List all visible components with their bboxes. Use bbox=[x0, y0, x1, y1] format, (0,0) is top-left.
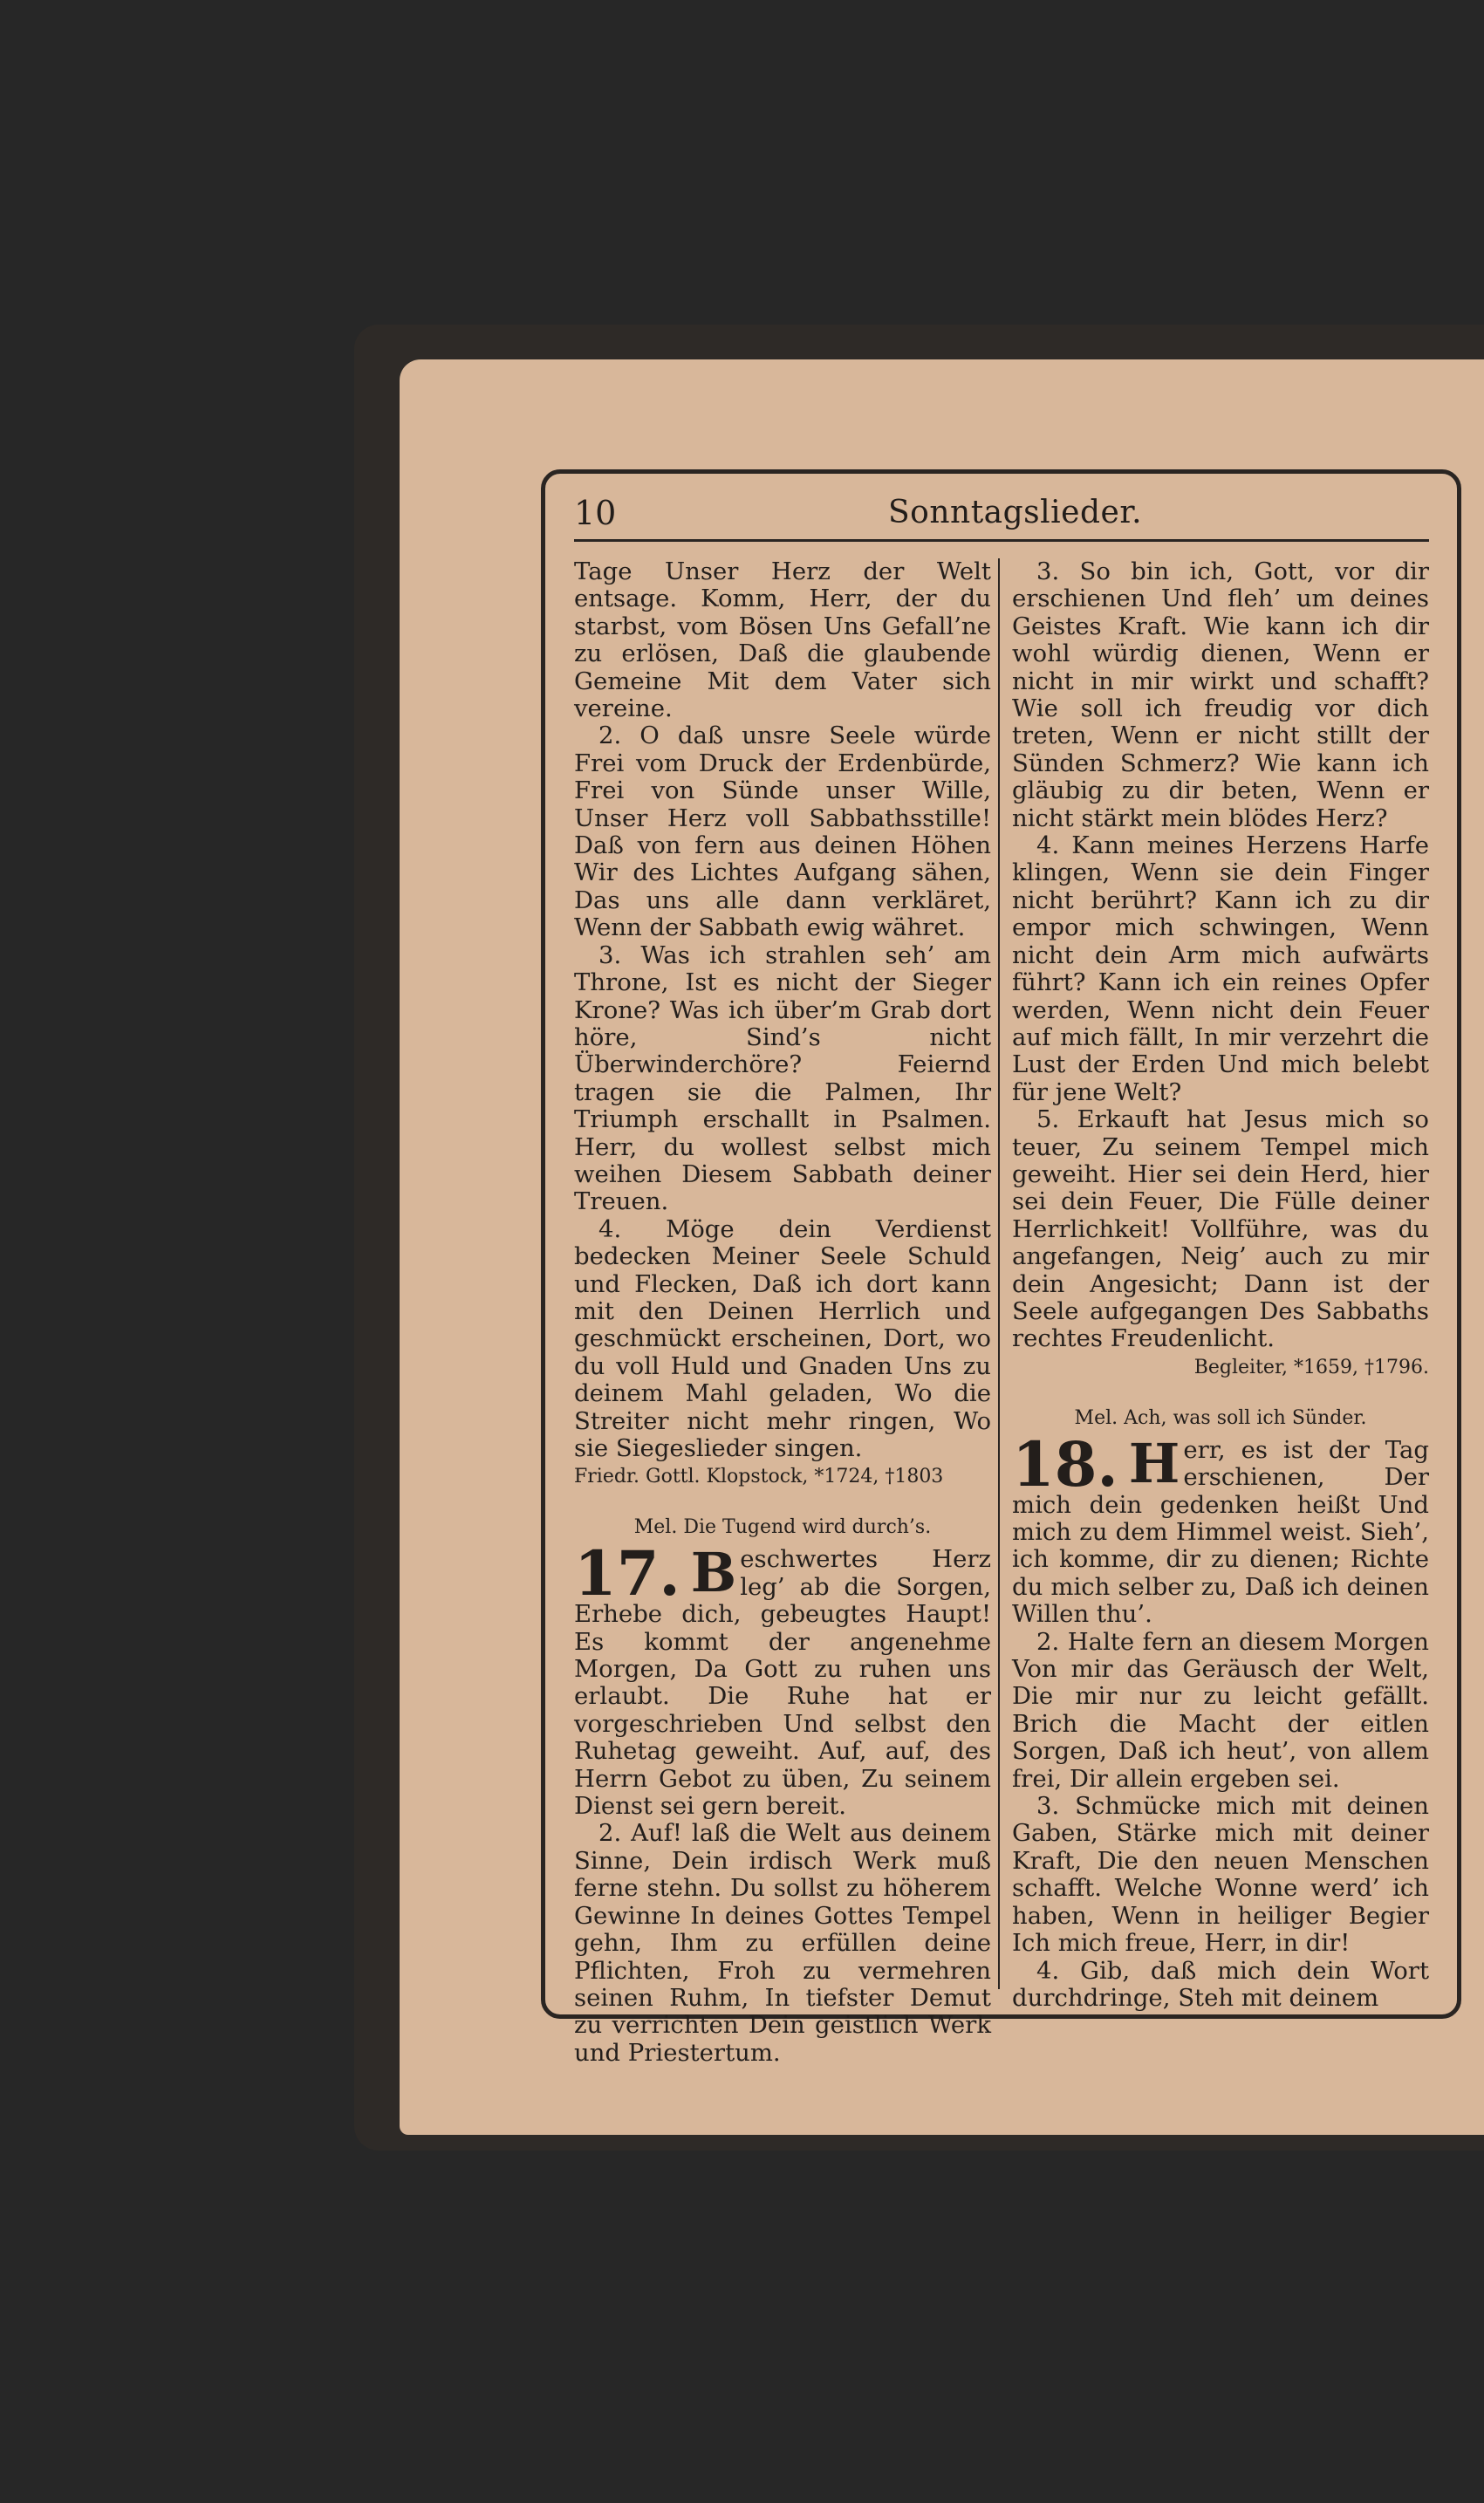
hymn17-verse-4: 4. Kann meines Herzens Harfe klingen, Wenn sie dein Finger nicht berührt? Kann ich zu dir empor mich schwingen, Wenn nicht dein Arm mich aufwärts führt? Kann ich ein reines Opfer werden, Wenn nicht dein Feuer auf mich fällt, In mir verzehrt die Lust der Erden Und mich belebt für jene Welt? bbox=[1012, 831, 1429, 1106]
hymn18-verse-3: 3. Schmücke mich mit deinen Gaben, Stärke mich mit deiner Kraft, Die den neuen Menschen schafft. Welche Wonne werd’ ich haben, Wenn in heiliger Begier Ich mich freue, Herr, in dir! bbox=[1012, 1792, 1429, 1958]
hymn16-continuation: Tage Unser Herz der Welt entsage. Komm, Herr, der du starbst, vom Bösen Uns Gefall’ne zu erlösen, Daß die glaubende Gemeine Mit dem Vater sich vereine. bbox=[574, 557, 991, 723]
hymn17-verse-2: 2. Auf! laß die Welt aus deinem Sinne, Dein irdisch Werk muß ferne stehn. Du sollst zu höherem Gewinne In deines Gottes Tempel gehn, Ihm zu erfüllen deine Pflichten, Froh zu vermehren seinen Ruhm, In tiefster Demut zu verrichten Dein geistlich Werk und Priestertum. bbox=[574, 1819, 991, 2067]
hymn17-verse-3: 3. So bin ich, Gott, vor dir erschienen Und fleh’ um deines Geistes Kraft. Wie kann ich dir wohl würdig dienen, Wenn er nicht in mir wirkt und schafft? Wie soll ich freudig vor dich treten, Wenn er nicht stillt der Sünden Schmerz? Wie kann ich gläubig zu dir beten, Wenn er nicht stärkt mein blödes Herz? bbox=[1012, 557, 1429, 832]
hymn18-verse-2: 2. Halte fern an diesem Morgen Von mir das Geräusch der Welt, Die mir nur zu leicht gefällt. Brich die Macht der eitlen Sorgen, Daß ich heut’, von allem frei, Dir allein ergeben sei. bbox=[1012, 1627, 1429, 1793]
hymn16-verse-3: 3. Was ich strahlen seh’ am Throne, Ist es nicht der Sieger Krone? Was ich über’m Grab dort höre, Sind’s nicht Überwinderchöre? Feiernd tragen sie die Palmen, Ihr Triumph erschallt in Psalmen. Herr, du wollest selbst mich weihen Diesem Sabbath deiner Treuen. bbox=[574, 940, 991, 1216]
hymn18-verse-1 bbox=[1012, 1427, 1429, 1629]
left-column bbox=[574, 558, 991, 2067]
hymn17-verse-1-text: eschwertes Herz leg’ ab die Sorgen, Erhebe dich, gebeugtes Haupt! Es kommt der angenehme Morgen, Da Gott zu ruhen uns erlaubt. Die Ruhe hat er vorgeschrieben Und selbst den Ruhetag geweiht. Auf, auf, des Herrn Gebot zu üben, Zu seinem Dienst sei gern bereit. bbox=[574, 1545, 991, 1821]
page-number: 10 bbox=[574, 494, 617, 532]
hymn16-verse-2: 2. O daß unsre Seele würde Frei vom Druck der Erdenbürde, Frei von Sünde unser Wille, Unser Herz voll Sabbathsstille! Daß von fern aus deinen Höhen Wir des Lichtes Aufgang sähen, Das uns alle dann verkläret, Wenn der Sabbath ewig währet. bbox=[574, 721, 991, 942]
hymn16-attribution: Friedr. Gottl. Klopstock, *1724, †1803 bbox=[574, 1466, 944, 1488]
hymn17-number: 17. bbox=[574, 1537, 680, 1611]
hymn18-dropcap: H bbox=[1128, 1431, 1180, 1495]
hymn17-attribution: Begleiter, *1659, †1796. bbox=[1193, 1356, 1429, 1378]
hymn18-melody: Mel. Ach, was soll ich Sünder. bbox=[1074, 1406, 1367, 1429]
hymn18-number: 18. bbox=[1012, 1427, 1118, 1501]
hymn18-verse-4: 4. Gib, daß mich dein Wort durchdringe, Steh mit deinem bbox=[1012, 1956, 1429, 2012]
page-title: Sonntagslieder. bbox=[888, 495, 1143, 530]
page-header bbox=[574, 489, 1429, 542]
hymn17-verse-5: 5. Erkauft hat Jesus mich so teuer, Zu seinem Tempel mich geweiht. Hier sei dein Herd, hier sei dein Feuer, Die Fülle deiner Herrlichkeit! Vollführe, was du angefangen, Neig’ auch zu mir dein Angesicht; Dann ist der Seele aufgegangen Des Sabbaths rechtes Freudenlicht. bbox=[1012, 1105, 1429, 1353]
hymn17-melody: Mel. Die Tugend wird durch’s. bbox=[633, 1516, 932, 1539]
column-divider bbox=[998, 558, 1000, 1989]
right-column bbox=[1012, 558, 1429, 2012]
hymn17-dropcap: B bbox=[690, 1541, 737, 1605]
hymn16-verse-4: 4. Möge dein Verdienst bedecken Meiner Seele Schuld und Flecken, Daß ich dort kann mit den Deinen Herrlich und geschmückt erscheinen, Dort, wo du voll Huld und Gnaden Uns zu deinem Mahl geladen, Wo die Streiter nicht mehr ringen, Wo sie Siegeslieder singen. bbox=[574, 1214, 991, 1462]
hymn18-verse-1-text: err, es ist der Tag erschienen, Der mich dein gedenken heißt Und mich zu dem Himmel weist. Sieh’, ich komme, dir zu dienen; Richte du mich selber zu, Daß ich deinen Willen thu’. bbox=[1012, 1435, 1429, 1629]
hymn17-verse-1 bbox=[574, 1537, 991, 1821]
